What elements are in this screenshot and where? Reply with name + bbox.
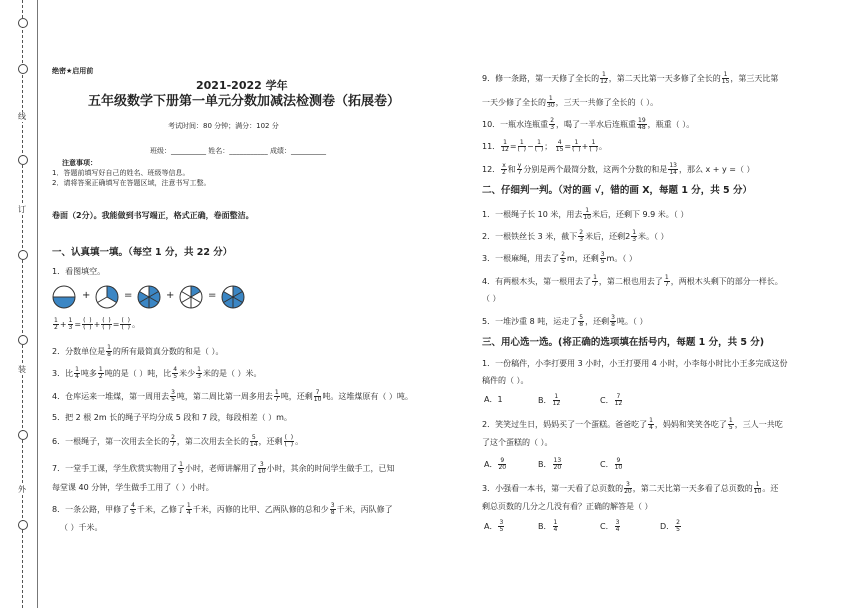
exam-title: 五年级数学下册第一单元分数加减法检测卷（拓展卷） xyxy=(88,94,401,109)
q3: 3．比 $\frac{1}{4}$ 吨多 $\frac{1}{2}$ 吨的是（ ）吨，比 $\frac{4}{5}$ 米少 $\frac{1}{3}$ 米的是（ ）米。 xyxy=(52,366,262,380)
q7-line2: 每堂课 40 分钟，学生做手工用了（ ）小时。 xyxy=(52,483,214,492)
s3-q2-line1: 2．笑笑过生日，妈妈买了一个蛋糕。爸爸吃了 $\frac{1}{4}$ ，妈妈和笑笑各吃了 $\frac{1}{5}$ ，三人一共吃 xyxy=(482,417,783,431)
circle-figure-4 xyxy=(179,285,203,309)
seal-char: 装 xyxy=(18,365,26,374)
binding-hole xyxy=(18,430,28,440)
binding-hole xyxy=(18,250,28,260)
plus-sign: + xyxy=(82,290,91,301)
s2-q2: 2．一根铁丝长 3 米，截下 $\frac{2}{3}$ 米后，还剩2 $\frac{1}{3}$ 米。（ ） xyxy=(482,229,669,243)
s2-q4-line2: （ ） xyxy=(482,294,501,303)
s3-q3-line1: 3．小强看一本书，第一天看了总页数的 $\frac{3}{20}$ ，第二天比第一天多看了总页数的 $\frac{1}{10}$ 。还 xyxy=(482,481,779,495)
exam-year: 2021-2022 学年 xyxy=(196,79,288,92)
s3-q3-optA: A． $\frac{3}{5}$ xyxy=(484,519,504,533)
s3-q2-optB: B． $\frac{13}{20}$ xyxy=(538,457,562,471)
cut-line xyxy=(22,0,23,608)
s3-q2-line2: 了这个蛋糕的（ ）。 xyxy=(482,438,553,447)
equals-sign: = xyxy=(208,290,217,301)
student-fields: 班级：__________ 姓名：___________ 成绩：__________ xyxy=(150,147,326,155)
s3-q3-optC: C． $\frac{3}{4}$ xyxy=(600,519,620,533)
binding-hole xyxy=(18,155,28,165)
q12: 12． $\frac{x}{2}$ 和 $\frac{y}{7}$ 分别是两个最简分数，这两个分数的和是 $\frac{13}{14}$ ，那么 x + y =（ ） xyxy=(482,162,755,176)
s3-q1-optB: B． $\frac{1}{12}$ xyxy=(538,393,561,407)
s2-q3: 3．一根麻绳，用去了 $\frac{2}{5}$ m，还剩 $\frac{3}{5}$ m。（ ） xyxy=(482,251,637,265)
circle-figure-3 xyxy=(137,285,161,309)
binding-margin xyxy=(0,0,42,608)
s3-q2-optC: C． $\frac{9}{10}$ xyxy=(600,457,623,471)
secret-label: 绝密★启用前 xyxy=(52,67,94,75)
q8-line2: （ ）千米。 xyxy=(60,523,103,532)
exam-meta: 考试时间：80 分钟；满分：102 分 xyxy=(168,122,279,130)
section2-title: 二、仔细判一判。（对的画 √，错的画 X，每题 1 分，共 5 分） xyxy=(482,185,752,196)
q6: 6．一根绳子，第一次用去全长的 $\frac{2}{7}$ ，第二次用去全长的 $\frac{5}{14}$ ，还剩 ( ) ( ) 。 xyxy=(52,434,304,448)
s3-q1-optA: A．1 xyxy=(484,395,503,404)
binding-hole xyxy=(18,18,28,28)
q10: 10．一瓶水连瓶重 $\frac{2}{3}$ ，喝了一半水后连瓶重 $\frac{19}{48}$ ，瓶重（ ）。 xyxy=(482,117,695,131)
s2-q4-line1: 4．有两根木头，第一根用去了 $\frac{1}{7}$ ，第二根也用去了 $\frac{1}{7}$ ，两根木头剩下的部分一样长。 xyxy=(482,274,783,288)
circle-figure-5 xyxy=(221,285,245,309)
binding-hole xyxy=(18,64,28,74)
q7-line1: 7．一堂手工课，学生欣赏实物用了 $\frac{1}{5}$ 小时，老师讲解用了 $\frac{3}{10}$ 小时，其余的时间学生做手工，已知 xyxy=(52,461,395,475)
q1-fractions: $\frac{1}{2}$ + $\frac{1}{3}$ = ( ) ( ) + ( ) ( ) = ( ) ( ) 。 xyxy=(54,317,140,331)
s3-q3-line2: 剩总页数的几分之几没有看？正确的解答是（ ） xyxy=(482,502,653,511)
notes-title: 注意事项： xyxy=(62,159,97,167)
s3-q1-optC: C． $\frac{7}{12}$ xyxy=(600,393,623,407)
q8-line1: 8．一条公路，甲修了 $\frac{4}{5}$ 千米，乙修了 $\frac{1}{4}$ 千米，丙修的比甲、乙两队修的总和少 $\frac{3}{8}$ 千米，丙队修了 xyxy=(52,502,393,516)
circle-figure-2 xyxy=(95,285,119,309)
binding-hole xyxy=(18,520,28,530)
equals-sign: = xyxy=(124,290,133,301)
circle-figure-1 xyxy=(52,285,76,309)
q9-line1: 9．修一条路，第一天修了全长的 $\frac{1}{12}$ ，第二天比第一天多修了全长的 $\frac{1}{15}$ ，第三天比第 xyxy=(482,71,779,85)
seal-line xyxy=(37,0,38,608)
s3-q3-optD: D． $\frac{2}{5}$ xyxy=(660,519,680,533)
note-1: 1．答题前填写好自己的姓名、班级等信息。 xyxy=(52,169,190,177)
seal-char: 线 xyxy=(18,112,26,121)
seal-char: 订 xyxy=(18,205,26,214)
section3-title: 三、用心选一选。(将正确的选项填在括号内，每题 1 分，共 5 分) xyxy=(482,337,765,348)
q9-line2: 一天少修了全长的 $\frac{1}{30}$ ，三天一共修了全长的（ ）。 xyxy=(482,95,659,109)
neatness-note: 卷面（2分）。我能做到书写端正，格式正确，卷面整洁。 xyxy=(52,211,254,220)
s3-q3-optB: B． $\frac{1}{4}$ xyxy=(538,519,558,533)
q5: 5．把 2 根 2m 长的绳子平均分成 5 段和 7 段，每段相差（ ）m。 xyxy=(52,413,292,422)
q4: 4．仓库运来一堆煤，第一周用去 $\frac{3}{5}$ 吨，第二周比第一周多用去 $\frac{1}{7}$ 吨，还剩 $\frac{7}{10}$ 吨。这堆煤原有（ ）吨。 xyxy=(52,389,413,403)
q11: 11． $\frac{1}{12}$ = 1 ( ) − 1 ( ) ； $\frac{4}{15}$ = 1 ( ) + 1 ( ) 。 xyxy=(482,139,607,153)
seal-char: 外 xyxy=(18,485,26,494)
s3-q1-line1: 1．一份稿件，小李打要用 3 小时，小王打要用 4 小时，小李每小时比小王多完成这份 xyxy=(482,359,788,368)
q2: 2．分数单位是 $\frac{1}{8}$ 的所有最简真分数的和是（ ）。 xyxy=(52,344,224,358)
note-2: 2．请将答案正确填写在答题区域，注意书写工整。 xyxy=(52,179,211,187)
s3-q1-line2: 稿件的（ ）。 xyxy=(482,376,529,385)
plus-sign: + xyxy=(166,290,175,301)
s2-q1: 1．一根绳子长 10 米，用去 $\frac{1}{10}$ 米后，还剩下 9.9 米。（ ） xyxy=(482,207,689,221)
section1-title: 一、认真填一填。（每空 1 分，共 22 分） xyxy=(52,247,233,258)
q1-text: 1．看图填空。 xyxy=(52,267,106,276)
s2-q5: 5．一堆沙重 8 吨，运走了 $\frac{5}{8}$ ，还剩 $\frac{3}{8}$ 吨。（ ） xyxy=(482,314,648,328)
s3-q2-optA: A． $\frac{9}{20}$ xyxy=(484,457,507,471)
binding-hole xyxy=(18,335,28,345)
